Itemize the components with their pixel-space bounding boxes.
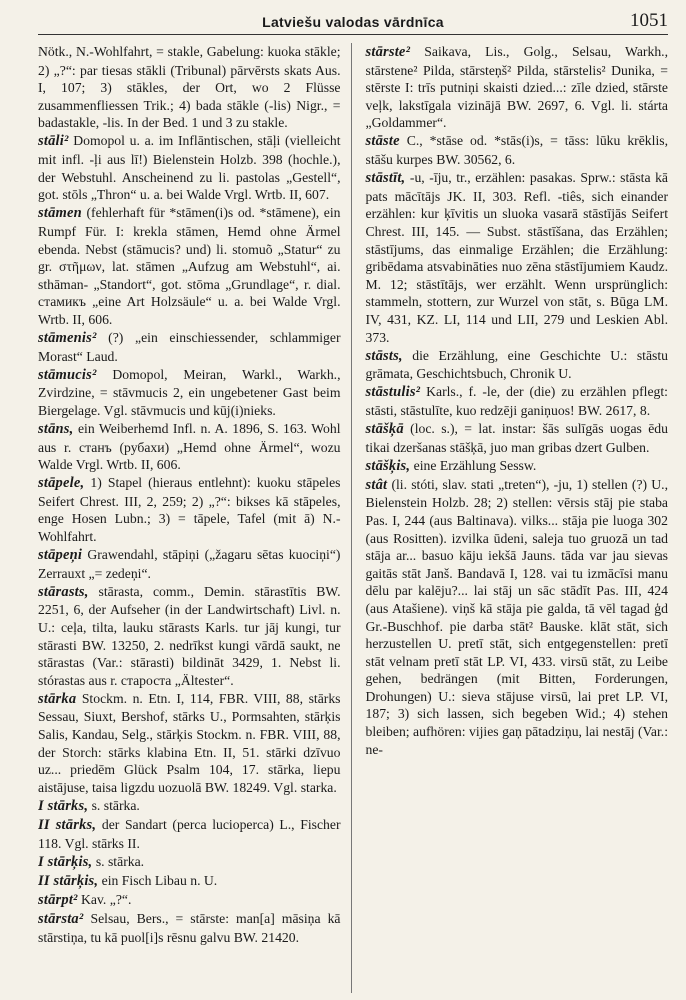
dictionary-entry [38, 583, 341, 690]
entry-headword: stāpeņi [38, 547, 83, 564]
entry-headword: stāšķā [365, 420, 404, 437]
dictionary-entry [38, 690, 341, 797]
entry-text: eine Erzählung Sessw. [413, 457, 537, 473]
dictionary-entry [38, 546, 341, 582]
entry-headword: stāsts, [365, 347, 403, 364]
entry-headword: stārpt² [38, 891, 78, 908]
entry-headword: stāmen [38, 205, 82, 222]
dictionary-entry [38, 366, 341, 420]
dictionary-entry [366, 347, 669, 383]
dictionary-entry [38, 872, 341, 891]
entry-text: Selsau, Bers., = stārste: man[a] māsiņa kā stārstiņa, tu kā puol[i]s rēsnu galvu BW. 21420. [38, 911, 341, 945]
entry-text: Karls., f. -le, der (die) zu erzählen pflegt: stāsti, stāstulīte, kuo redzēji ganiņuos! BW. 2617, 8. [365, 384, 668, 418]
entry-text: der Sandart (perca lucioperca) L., Fischer 118. Vgl. stārks II. [38, 817, 341, 851]
entry-headword: I stārķis, [38, 853, 93, 870]
dictionary-entry [38, 910, 341, 946]
dictionary-entry [366, 43, 669, 132]
dictionary-entry [38, 132, 341, 203]
entry-text: (fehlerhaft für *stāmen(i)s od. *stāmene), ein Rumpf Für. I: krekla stāmen, Hemd ohne Ärmel ebenda. Nebst (stāmucis? und) li. stomuõ „Statur“ zu gr. στῆμων, lat. stāmen „Aufzug am Webstuhl“, ai. sthāman- „Standort“, got. stōma „Grundlage“, r. dial. стамикъ „eine Art Holzsäule“ u. a. bei Walde Vrgl. Wrtb. II, 606. [38, 205, 341, 327]
entry-headword: stārsta² [38, 911, 84, 927]
entry-text: Kav. „?“. [81, 891, 132, 907]
dictionary-entry [366, 457, 669, 476]
entry-headword: stāšķis, [365, 457, 411, 474]
right-column [351, 43, 669, 993]
entry-headword: stāpele, [38, 475, 85, 492]
entry-text: (loc. s.), = lat. instar: šās sulīgās uogas ēdu tikai dzeršanas stāšķā, juo man gribas dzert Gulben. [365, 420, 668, 455]
entry-text: (li. stóti, slav. stati „treten“), -ju, 1) stellen (?) U., Bielenstein Holzb. 28; 2) stellen: vērsis stāj pie staba Pas. I, 244 (aus Baltinava). vilks... stāja pie luoga 302 (aus Rositten). izvilka ūdeni, saleja tuo gruozā un tad stāja ar... basuo kāju iekšā Jauns. tāda var jau sievas gaitās stāt Janš. Bandavā I, 128. vai tu izmācīsi manu dēlu par kalēju?... lai stāj un sāc stādīt Pas. III, 424 (aus Atašiene). viņš kā stāja pie galda, tā vēl tagad ģd Gr.-Buschhof. pie darba stāt² Bauske. klāt stāt, sich herzustellen U. pretī stāt, sich entgegenstellen: pretī stāt velnam pretī stāt LP. VI, 433. virsū stāt, zu Leibe gehen, bedrängen (mit Bitten, Forderungen, Drohungen) U.: sieva stājuse virsū, lai pret LP. VI, 187; 3) sich lassen, sich begeben Wid.; 4) stehen bleiben; aufhören: vijies gaņ pātadziņu, lai nestāj (Var.: ne- [365, 476, 668, 757]
entry-text: ein Weiberhemd Infl. n. A. 1896, S. 163. Wohl aus r. станъ (рубахи) „Hemd ohne Ärmel“, wozu Walde Vrgl. Wrtb. II, 606. [38, 420, 341, 473]
dictionary-entry [366, 383, 669, 419]
dictionary-entry [38, 474, 341, 545]
page-number: 1051 [630, 10, 668, 31]
entry-headword: stārasts, [38, 583, 89, 600]
dictionary-entry [366, 132, 669, 168]
entry-text: Grawendahl, stāpiņi („žagaru sētas kuociņi“) Zerrauxt „= zedeņi“. [38, 547, 341, 581]
entry-headword: II stārķis, [38, 872, 99, 889]
dictionary-entry [38, 853, 341, 872]
entry-headword: stārka [38, 690, 77, 707]
dictionary-entry [38, 891, 341, 910]
dictionary-entry [38, 329, 341, 365]
entry-text: Stockm. n. Etn. I, 114, FBR. VIII, 88, stārks Sessau, Siuxt, Bershof, stārks U., Pormsahten, stārķis Salis, Kandau, Selg., stārķis Stockm. n. FBR. VIII, 88, der Storch: stārks klabina Etn. II, 51. stārki dzīvuo uz... priedēm Glück Psalm 104, 17. stārka, liepu aistājuse, taisa ligzdu uozuolā BW. 18249. Vgl. starka. [38, 690, 341, 795]
dictionary-entry [366, 169, 669, 346]
entry-text: Domopol u. a. im Inflāntischen, stāļi (vielleicht mit infl. -ļi aus lī!) Bielenstein Holzb. 398 (hochle.), der Webstuhl. Anscheinend zu li. pastolas „Gestell“, got. stōls „Thron“ u. a. bei Walde Vrgl. Wrtb. II, 607. [38, 133, 341, 203]
entry-headword: I stārks, [38, 797, 89, 814]
entry-headword: stāns, [38, 420, 74, 437]
entry-text: stārasta, comm., Demin. stārastītis BW. 2251, 6, der Aufseher (in der Landwirtschaft) Livl. n. U.: ceļa, tilta, lauku stārasts Karls. tur jāj kungi, tur stārasti BW. 13250, 2. nedrīkst kungi vārdā saukt, ne stārastas (Var.: stārasti) bildināt 3429, 1. Nebst li. stórastas aus r. старостa „Ältester“. [38, 583, 341, 688]
entry-text: 1) Stapel (hieraus entlehnt): kuoku stāpeles Seifert Chrest. III, 2, 259; 2) „?“: bikses kā stāpeles, enge Hosen Lubn.; 3) = tāpele, Tafel (mit ā) N.-Wohlfahrt. [38, 475, 341, 545]
entry-headword: stārste² [365, 44, 411, 60]
entry-headword: stât [365, 476, 388, 493]
entry-text: Saikava, Lis., Golg., Selsau, Warkh., stārstene² Pilda, stārsteņš² Pilda, stārstelis² Dunika, = stērste I: trīs putniņi skaisti dzied...: zīle dzied, stārste veļk, lakstīgala vizinājā BW. 2697, 6. Vgl. li. stárta „Goldammer“. [365, 44, 668, 131]
entry-headword: stāmenis² [38, 330, 97, 346]
left-column [38, 43, 351, 993]
entry-headword: stāstīt, [365, 170, 406, 187]
entry-headword: stāstulis² [365, 384, 421, 401]
entry-text: C., *stāse od. *stās(i)s, = tāss: lūku krēklis, stāšu kurpes BW. 30562, 6. [365, 133, 668, 168]
text-columns [38, 43, 668, 993]
entry-text: s. stārka. [95, 853, 145, 869]
running-title: Latviešu valodas vārdnīca [262, 14, 444, 30]
dictionary-entry [38, 204, 341, 328]
entry-text: Domopol, Meiran, Warkl., Warkh., Zvirdzine, = stāvmucis 2, ein ungebetener Gast beim Biergelage. Vgl. stāvmucis und kūj(i)nieks. [38, 366, 341, 418]
dictionary-entry [366, 420, 669, 456]
dictionary-entry [38, 43, 341, 132]
dictionary-entry [366, 476, 669, 759]
entry-text: die Erzählung, eine Geschichte U.: stāstu grāmata, Geschichtsbuch, Chronik U. [365, 347, 668, 382]
entry-headword: stāste [365, 133, 400, 150]
page-header [38, 8, 668, 35]
entry-headword: stāmucis² [38, 366, 97, 383]
entry-text: (?) „ein einschiessender, schlammiger Morast“ Laud. [38, 330, 341, 364]
entry-text: -u, -īju, tr., erzählen: pasakas. Sprw.: stāsta kā pats mācītājs JK. II, 303. Refl. -tiês, sich einander erzählen: kur ķīvitis un sluoka vasarā stāstījās Seifert Chrest. III, 145. — Subst. stāstīšana, das Erzählen; stāstījums, das einmalige Erzählen; die Erzählung: gribēdama atsvabināties nuo zēna stāstījumiem Kaudz. M. 12; stāstītājs, wer erzählt. Wenn ursprünglich: stammeln, stottern, zur Wurzel von stāt, s. Būga LM. IV, 431, KZ. LI, 114 und LII, 279 und Leskien Abl. 373. [365, 170, 668, 345]
entry-text: s. stārka. [91, 797, 140, 813]
entry-text: Nötk., N.-Wohlfahrt, = stakle, Gabelung: kuoka stākle; 2) „?“: par tiesas stākli (Tribunal) pārvērsts skats Aus. I, 107; 3) stākles, der Ort, wo 2 Flüsse zusammenfliessen Trik.; 4) bada stākle (-lis) Nigr., = badastakle, -lis. In der Bed. 1 und 3 zu stakle. [38, 44, 341, 131]
dictionary-entry [38, 816, 341, 852]
dictionary-entry [38, 420, 341, 474]
dictionary-entry [38, 797, 341, 816]
entry-headword: stāli² [38, 133, 69, 150]
entry-text: ein Fisch Libau n. U. [101, 872, 218, 888]
entry-headword: II stārks, [38, 817, 97, 834]
